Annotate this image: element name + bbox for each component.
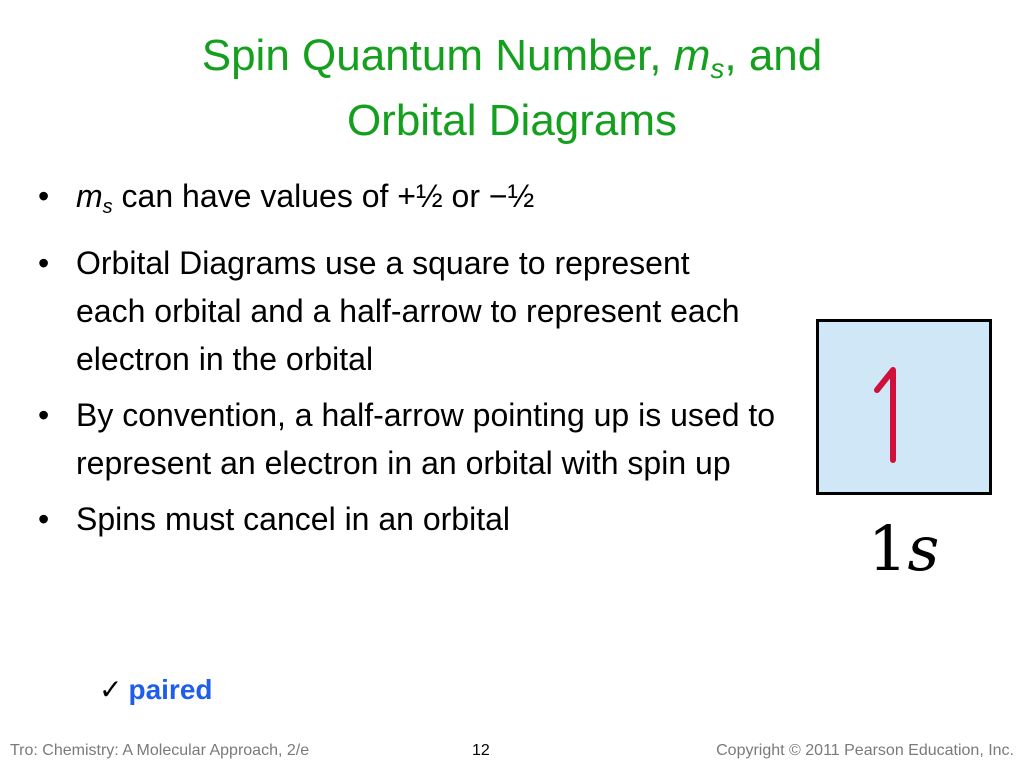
title-symbol-subscript: s	[710, 53, 725, 84]
bullet-text: By convention, a half-arrow pointing up is used to represent an electron in an orbital with spin up	[76, 397, 776, 481]
title-part2: , and	[724, 31, 823, 80]
sub-bullet	[99, 668, 213, 712]
bullet-dot-icon: •	[38, 501, 50, 537]
bullet-item	[38, 172, 798, 231]
title-part1: Spin Quantum Number,	[201, 31, 674, 80]
bullet-list	[38, 172, 798, 551]
ms-symbol-subscript: s	[102, 196, 113, 218]
bullet-dot-icon: •	[38, 245, 50, 281]
bullet-text: Orbital Diagrams use a square to represent each orbital and a half-arrow to represent each electron in the orbital	[76, 245, 740, 377]
bullet-dot-icon: •	[38, 397, 50, 433]
slide-title	[0, 30, 1024, 147]
title-symbol-letter: m	[673, 31, 711, 80]
title-symbol	[673, 31, 725, 84]
bullet-dot-icon: •	[38, 178, 50, 214]
bullet-text: Spins must cancel in an orbital	[76, 501, 510, 537]
half-arrow-up-icon	[819, 322, 989, 492]
bullet-text: can have values of +½ or −½	[112, 178, 535, 214]
footer-book-title: Tro: Chemistry: A Molecular Approach, 2/e	[10, 742, 310, 759]
orbital-symbol: s	[907, 512, 940, 585]
bullet-item	[38, 239, 756, 383]
orbital-box	[816, 319, 992, 495]
slide-title-line1	[0, 30, 1024, 95]
checkmark-icon: ✓	[99, 674, 123, 705]
ms-symbol-letter: m	[76, 178, 103, 214]
orbital-number: 1	[868, 512, 908, 585]
orbital-label	[868, 514, 939, 584]
footer-copyright: Copyright © 2011 Pearson Education, Inc.	[716, 742, 1014, 759]
sub-bullet-text: paired	[128, 674, 213, 705]
ms-symbol	[76, 178, 113, 218]
footer-page-number: 12	[472, 742, 490, 759]
bullet-item	[38, 495, 798, 543]
bullet-item	[38, 391, 796, 487]
slide-title-line2: Orbital Diagrams	[346, 96, 678, 145]
